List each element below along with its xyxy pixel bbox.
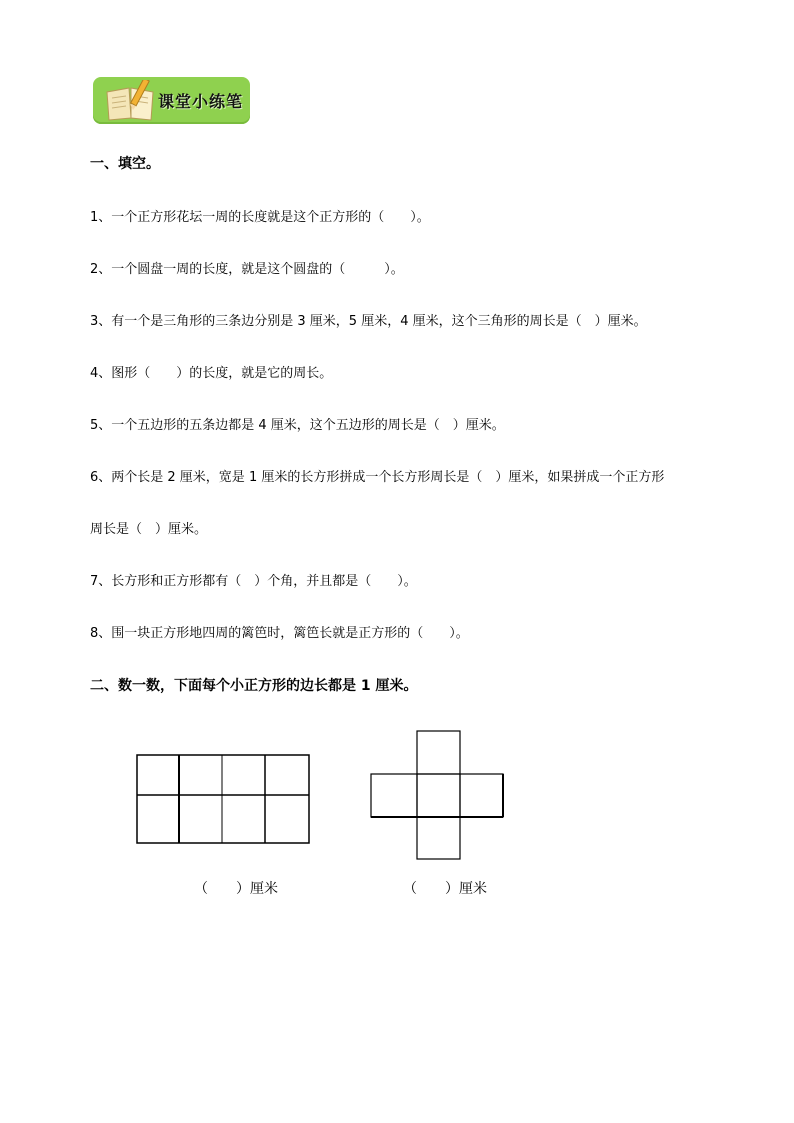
- figure-2-answer: （ ）厘米: [403, 881, 487, 897]
- question-5: 5、一个五边形的五条边都是 4 厘米，这个五边形的周长是（ ）厘米。: [90, 418, 505, 433]
- question-7: 7、长方形和正方形都有（ ）个角，并且都是（ ）。: [90, 574, 417, 589]
- badge-title: 课堂小练笔: [158, 92, 244, 111]
- section1-title: 一、填空。: [90, 156, 160, 172]
- figure-1-answer: （ ）厘米: [194, 881, 278, 897]
- question-3: 3、有一个是三角形的三条边分别是 3 厘米，5 厘米，4 厘米，这个三角形的周长是（ ）厘米。: [90, 314, 647, 329]
- rectangle-grid-figure: [137, 755, 309, 843]
- question-4: 4、图形（ ）的长度，就是它的周长。: [90, 366, 333, 381]
- question-1: 1、一个正方形花坛一周的长度就是这个正方形的（ ）。: [90, 210, 430, 225]
- question-6-continued: 周长是（ ）厘米。: [90, 522, 208, 537]
- section2-title: 二、数一数，下面每个小正方形的边长都是 1 厘米。: [90, 678, 418, 694]
- cross-figure: [371, 731, 503, 859]
- question-8: 8、围一块正方形地四周的篱笆时，篱笆长就是正方形的（ ）。: [90, 626, 469, 641]
- question-6: 6、两个长是 2 厘米，宽是 1 厘米的长方形拼成一个长方形周长是（ ）厘米，如果拼成一个正方形: [90, 470, 665, 485]
- question-2: 2、一个圆盘一周的长度，就是这个圆盘的（ ）。: [90, 262, 404, 277]
